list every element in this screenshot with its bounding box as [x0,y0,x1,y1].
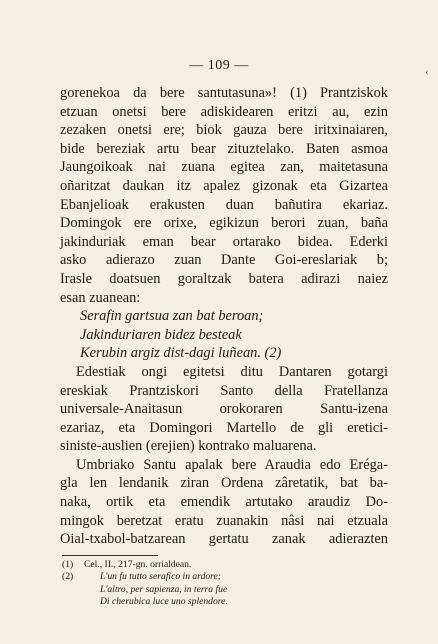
text-line: Irasle doatsuen goraltzak batera adirazi naiez [60,270,388,287]
footnote-2 [62,571,362,583]
text-line: Oial-txabol-batzarean gertatu zanak adierazten [60,531,388,548]
text-line: Edestiak ongi egitetsi ditu Dantaren gotargi [76,363,388,380]
text-line: Domingok ere orixe, egikizun berori zuan, baña [60,215,388,232]
verse-line: Serafin gartsua zan bat beroan; [80,308,264,325]
text-line: etzuan onetsi bere adiskidearen eritzi au, ezin [60,103,388,120]
footnote-verse-line: Di cherubica luce uno splendore. [100,596,228,608]
text-line: ereskiak Prantziskori Santo della Fratellanza [60,382,388,399]
text-line: oñaritzat daukan itz apalez gizonak eta Gizartea [60,177,388,194]
text-line: asko adierazo zuan Dante Goi-ereslariak b; [60,252,388,269]
text-line: universale-Anaitasun orokoraren Santu-izena [60,401,388,418]
paragraph-1 [60,84,388,307]
footnote-divider [62,555,158,556]
footnote-text: Cel., II., 217-gn. orrialdean. [84,559,192,570]
text-line: Ebanjelioak erakusten duan bañutira ekariaz. [60,196,388,213]
verse-line: Kerubin argiz dist-dagi luñean. (2) [80,345,282,362]
paragraph-3 [60,456,388,549]
text-line: bide bereziak artu bear zituztelako. Baten asmoa [60,140,388,157]
text-line: naka, ortik eta emendik artutako araudiz Do- [60,494,388,511]
body-text [60,84,388,549]
text-line: siniste-auslien (erejien) kontrako maluarena. [60,438,317,455]
footnote-marker: (2) [62,571,74,583]
text-line: Jaungoikoak nai zuana egitea zan, maitetasuna [60,159,388,176]
paragraph-2 [60,363,388,456]
text-line: mingok beretzat eratu zuanakin nâsi nai etzuala [60,512,388,529]
text-line: ezariaz, eta Domingori Martello de gli eretici- [60,419,388,436]
footnotes [62,559,362,609]
text-line: jakinduriak eman bear ortarako bidea. Ederki [60,233,388,250]
text-line: gla len lendanik ziran Ordena zâretatik, bat ba- [60,475,388,492]
text-line: Umbriako Santu apalak bere Araudia edo Eréga- [76,456,388,473]
text-line: esan zuanean: [60,289,141,306]
margin-mark: ‹ [425,66,429,78]
verse-line: Jakinduriaren bidez besteak [80,326,242,343]
footnote-marker: (1) [62,559,74,570]
verse-quote [60,307,388,363]
text-line: zezaken onetsi ere; biok gauza bere iritxinaiaren, [60,122,388,139]
page-number: — 109 — [189,58,249,73]
text-line: gorenekoa da bere santutasuna»! (1) Prantziskok [60,85,388,101]
footnote-verse-line: L'altro, per sapienza, in terra fue [100,583,228,595]
footnote-1 [62,559,362,571]
footnote-verse-line: L'un fu tutto serafico in ardore; [100,571,221,583]
